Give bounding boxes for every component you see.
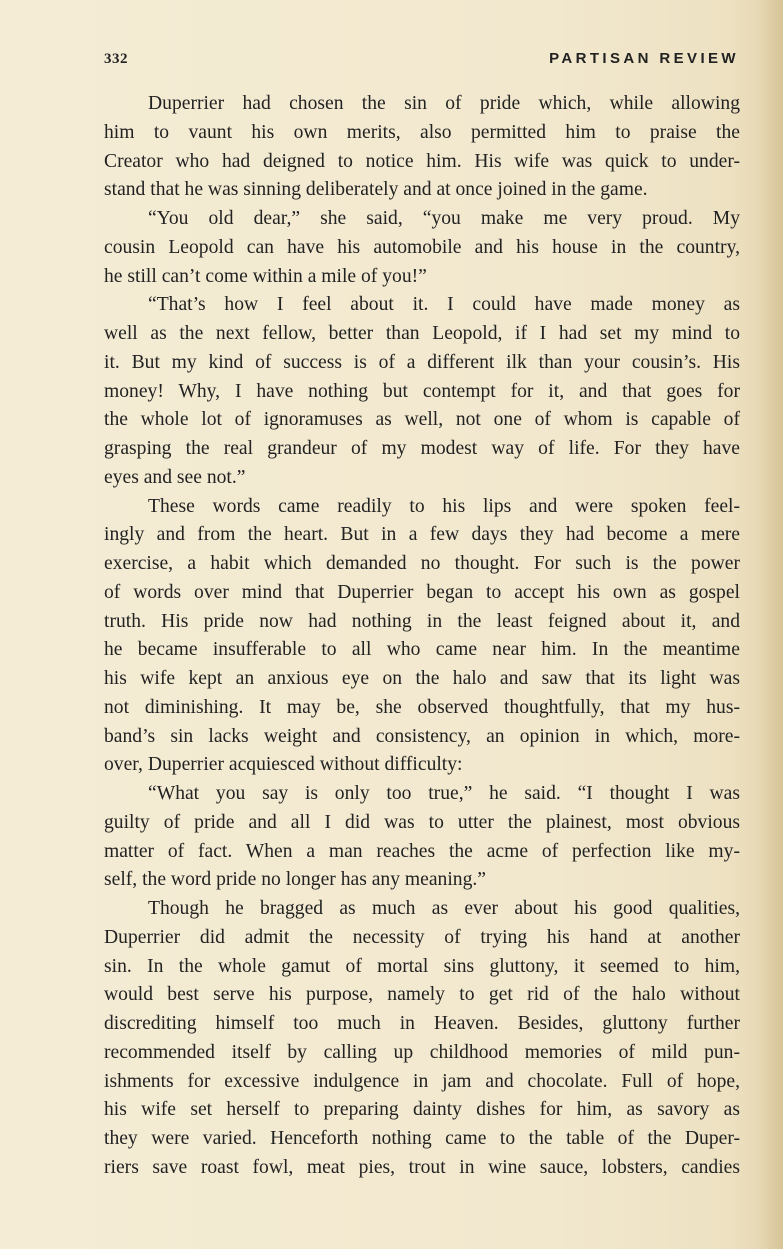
journal-title: PARTISAN REVIEW: [549, 50, 739, 67]
text-line: money! Why, I have nothing but contempt for it, and that goes for: [104, 380, 740, 402]
text-line: ishments for excessive indulgence in jam and chocolate. Full of hope,: [104, 1070, 740, 1092]
text-line: of words over mind that Duperrier began to accept his own as gospel: [104, 581, 740, 603]
running-header: [104, 50, 739, 72]
text-line: it. But my kind of success is of a different ilk than your cousin’s. His: [104, 351, 740, 373]
text-line: band’s sin lacks weight and consistency, an opinion in which, more-: [104, 725, 740, 747]
text-line: him to vaunt his own merits, also permitted him to praise the: [104, 121, 740, 143]
page-edge-shadow: [757, 0, 783, 1249]
text-line: “You old dear,” she said, “you make me very proud. My: [148, 208, 740, 229]
text-line: grasping the real grandeur of my modest way of life. For they have: [104, 438, 740, 459]
text-line: over, Duperrier acquiesced without difficulty:: [104, 754, 463, 776]
text-line: “What you say is only too true,” he said. “I thought I was: [148, 783, 740, 804]
text-line: truth. His pride now had nothing in the least feigned about it, and: [104, 610, 740, 632]
text-line: the whole lot of ignoramuses as well, not one of whom is capable of: [104, 409, 740, 431]
text-line: well as the next fellow, better than Leopold, if I had set my mind to: [104, 323, 740, 344]
text-line: recommended itself by calling up childhood memories of mild pun-: [104, 1041, 740, 1063]
text-line: Duperrier had chosen the sin of pride which, while allowing: [148, 93, 740, 114]
text-line: matter of fact. When a man reaches the acme of perfection like my-: [104, 840, 740, 862]
text-line: discrediting himself too much in Heaven. Besides, gluttony further: [104, 1013, 740, 1034]
text-line: his wife set herself to preparing dainty dishes for him, as savory as: [104, 1099, 740, 1121]
body-text: [104, 90, 740, 1183]
text-line: riers save roast fowl, meat pies, trout in wine sauce, lobsters, candies: [104, 1156, 740, 1178]
text-line: stand that he was sinning deliberately and at once joined in the game.: [104, 179, 648, 201]
text-line: Though he bragged as much as ever about his good qualities,: [148, 898, 740, 919]
text-line: guilty of pride and all I did was to utter the plainest, most obvious: [104, 811, 740, 833]
page-number: 332: [104, 51, 128, 67]
text-line: they were varied. Henceforth nothing came to the table of the Duper-: [104, 1128, 740, 1149]
text-line: his wife kept an anxious eye on the halo and saw that its light was: [104, 668, 740, 689]
text-line: exercise, a habit which demanded no thought. For such is the power: [104, 553, 740, 574]
text-line: Creator who had deigned to notice him. His wife was quick to under-: [104, 150, 740, 172]
text-line: would best serve his purpose, namely to get rid of the halo without: [104, 984, 740, 1006]
text-line: he became insufferable to all who came near him. In the meantime: [104, 639, 740, 661]
text-line: ingly and from the heart. But in a few days they had become a mere: [104, 524, 740, 546]
text-line: sin. In the whole gamut of mortal sins gluttony, it seemed to him,: [104, 955, 740, 977]
text-line: eyes and see not.”: [104, 466, 246, 488]
text-line: he still can’t come within a mile of you!”: [104, 265, 427, 287]
text-line: not diminishing. It may be, she observed thoughtfully, that my hus-: [104, 696, 740, 718]
text-line: “That’s how I feel about it. I could have made money as: [148, 294, 740, 316]
text-line: self, the word pride no longer has any meaning.”: [104, 869, 486, 891]
text-line: These words came readily to his lips and were spoken feel-: [148, 495, 740, 517]
text-line: Duperrier did admit the necessity of trying his hand at another: [104, 926, 740, 948]
text-line: cousin Leopold can have his automobile and his house in the country,: [104, 236, 740, 258]
